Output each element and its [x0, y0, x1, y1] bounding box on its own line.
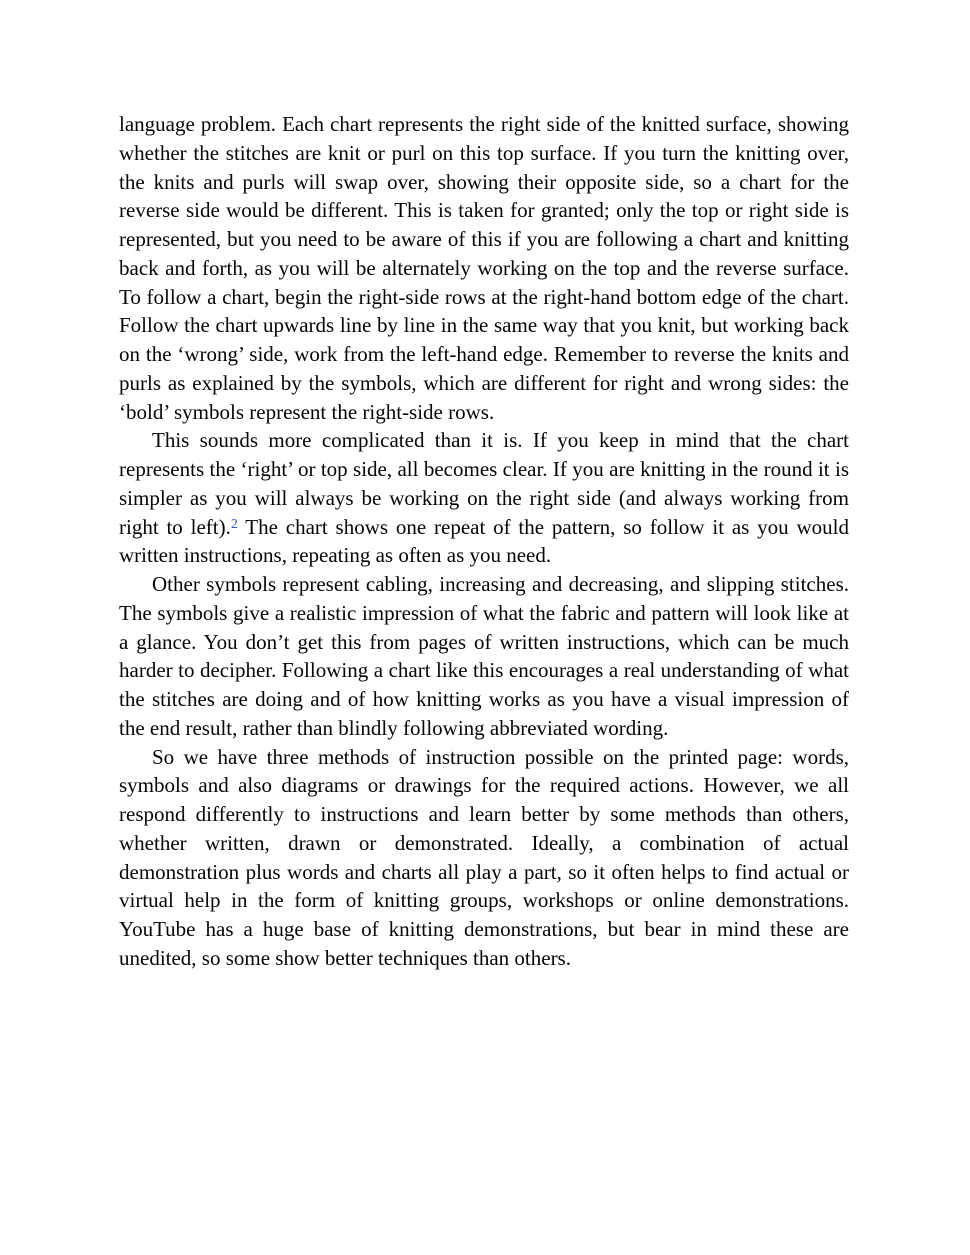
- paragraph-3: Other symbols represent cabling, increasing and decreasing, and slipping stitches. The symbols give a realistic impression of what the fabric and pattern will look like at a glance. You don’t get this from pages of written instructions, which can be much harder to decipher. Following a chart like this encourages a real understanding of what the stitches are doing and of how knitting works as you have a visual impression of the end result, rather than blindly following abbreviated wording.: [119, 572, 849, 740]
- paragraph-2-text-after: The chart shows one repeat of the pattern, so follow it as you would written instructions, repeating as often as you need.: [119, 514, 849, 568]
- paragraph-1: language problem. Each chart represents the right side of the knitted surface, showing whether the stitches are knit or purl on this top surface. If you turn the knitting over, the knits and purls will swap over, showing their opposite side, so a chart for the reverse side would be different. This is taken for granted; only the top or right side is represented, but you need to be aware of this if you are following a chart and knitting back and forth, as you will be alternately working on the top and the reverse surface. To follow a chart, begin the right-side rows at the right-hand bottom edge of the chart. Follow the chart upwards line by line in the same way that you knit, but working back on the ‘wrong’ side, work from the left-hand edge. Remember to reverse the knits and purls as explained by the symbols, which are different for right and wrong sides: the ‘bold’ symbols represent the right-side rows.: [119, 112, 849, 424]
- paragraph-2: [119, 426, 849, 570]
- page-text: [119, 110, 849, 973]
- paragraph-4: So we have three methods of instruction possible on the printed page: words, symbols and also diagrams or drawings for the required actions. However, we all respond differently to instructions and learn better by some methods than others, whether written, drawn or demonstrated. Ideally, a combination of actual demonstration plus words and charts all play a part, so it often helps to find actual or virtual help in the form of knitting groups, workshops or online demonstrations. YouTube has a huge base of knitting demonstrations, but bear in mind these are unedited, so some show better techniques than others.: [119, 744, 849, 970]
- paragraph-2-text-before: This sounds more complicated than it is. If you keep in mind that the chart represents the ‘right’ or top side, all becomes clear. If you are knitting in the round it is simpler as you will always be working on the right side (and always working from right to left).: [119, 428, 849, 539]
- footnote-ref-2[interactable]: 2: [230, 516, 238, 532]
